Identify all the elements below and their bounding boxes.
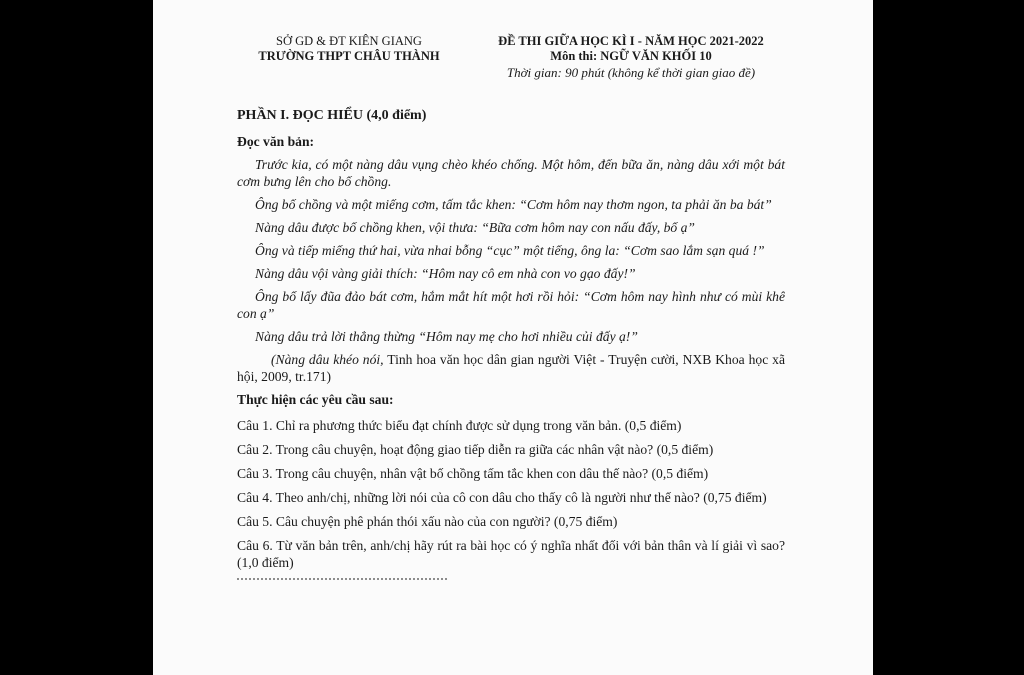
question-item: Câu 2. Trong câu chuyện, hoạt động giao tiếp diễn ra giữa các nhân vật nào? (0,5 điểm) [237, 442, 714, 457]
school-name: TRƯỜNG THPT CHÂU THÀNH [258, 49, 440, 63]
exam-title: ĐỀ THI GIỮA HỌC KÌ I - NĂM HỌC 2021-2022 [498, 34, 764, 48]
question-item: Câu 3. Trong câu chuyện, nhân vật bố chồng tấm tắc khen con dâu thế nào? (0,5 điểm) [237, 466, 709, 481]
requirements-label: Thực hiện các yêu cầu sau: [237, 392, 394, 407]
exam-subject: Môn thi: NGỮ VĂN KHỐI 10 [550, 49, 712, 63]
section-title: PHẦN I. ĐỌC HIỂU (4,0 điểm) [237, 108, 427, 123]
header-left [239, 34, 459, 64]
source-citation [237, 351, 785, 385]
exam-duration: Thời gian: 90 phút (không kể thời gian giao đề) [506, 65, 756, 80]
source-details: Tinh hoa văn học dân gian người Việt - Truyện cười, NXB Khoa học xã hội, 2009, tr.171) [237, 352, 785, 384]
exam-body [237, 107, 785, 586]
story-paragraph: Nàng dâu trả lời thẳng thừng “Hôm nay mẹ cho hơi nhiều củi đấy ạ!” [255, 329, 638, 344]
department-name: SỞ GD & ĐT KIÊN GIANG [276, 34, 422, 48]
exam-page [153, 0, 873, 675]
read-label: Đọc văn bản: [237, 134, 315, 149]
story-paragraph: Ông bố lấy đũa đảo bát cơm, hắm mắt hít một hơi rồi hỏi: “Cơm hôm nay hình như có mùi khê con ạ” [237, 289, 785, 321]
question-item: Câu 6. Từ văn bản trên, anh/chị hãy rút ra bài học có ý nghĩa nhất đối với bản thân và lí giải vì sao? (1,0 điểm) [237, 538, 785, 570]
story-paragraph: Nàng dâu được bố chồng khen, vội thưa: “Bữa cơm hôm nay con nấu đấy, bố ạ” [255, 220, 695, 235]
question-item: Câu 4. Theo anh/chị, những lời nói của cô con dâu cho thấy cô là người như thế nào? (0,75 điểm) [237, 490, 767, 505]
question-item: Câu 5. Câu chuyện phê phán thói xấu nào của con người? (0,75 điểm) [237, 514, 618, 529]
header-right [465, 34, 797, 80]
source-title: (Nàng dâu khéo nói, [271, 352, 384, 367]
story-paragraph: Ông và tiếp miếng thứ hai, vừa nhai bỗng “cục” một tiếng, ông la: “Cơm sao lắm sạn quá !” [255, 243, 765, 258]
story-paragraph: Nàng dâu vội vàng giải thích: “Hôm nay cô em nhà con vo gạo đấy!” [255, 266, 636, 281]
story-paragraph: Trước kia, có một nàng dâu vụng chèo khéo chống. Một hôm, đến bữa ăn, nàng dâu xới một bát cơm bưng lên cho bố chồng. [237, 157, 785, 189]
cut-off-text-line [237, 578, 447, 586]
question-item: Câu 1. Chỉ ra phương thức biểu đạt chính được sử dụng trong văn bản. (0,5 điểm) [237, 418, 682, 433]
story-paragraph: Ông bố chồng và một miếng cơm, tấm tắc khen: “Cơm hôm nay thơm ngon, ta phải ăn ba bát” [255, 197, 772, 212]
